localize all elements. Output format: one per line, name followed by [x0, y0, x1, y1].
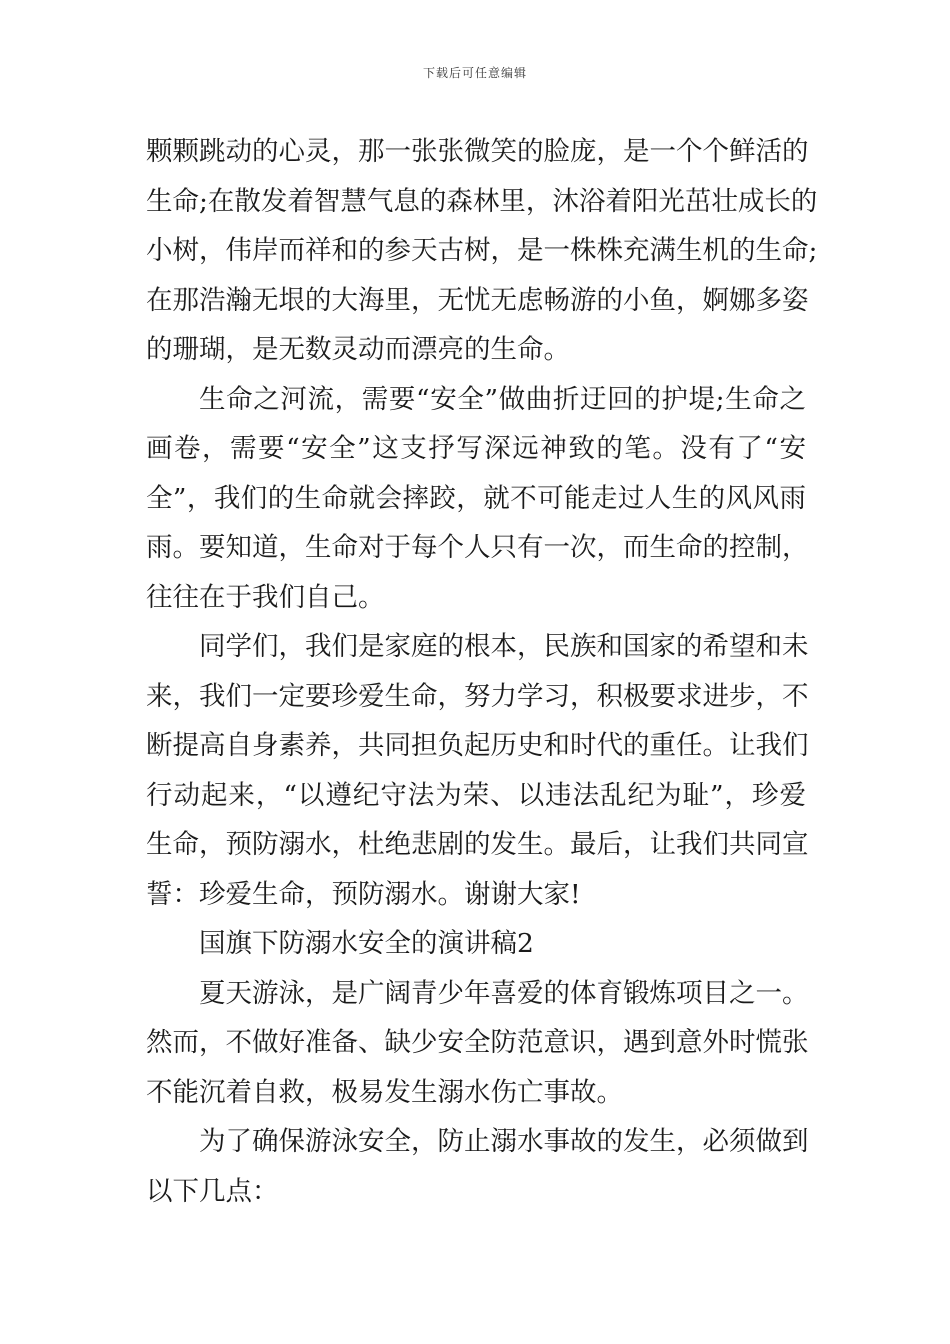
- text-line: 国旗下防溺水安全的演讲稿2: [199, 928, 534, 959]
- text-line: 在那浩瀚无垠的大海里，无忧无虑畅游的小鱼，婀娜多姿: [146, 284, 809, 316]
- text-line: 生命;在散发着智慧气息的森林里，沐浴着阳光茁壮成长的: [146, 185, 818, 217]
- text-line: 全”，我们的生命就会摔跤，就不可能走过人生的风风雨: [146, 482, 806, 514]
- text-line: 行动起来，“以遵纪守法为荣、以违法乱纪为耻”，珍爱: [146, 779, 806, 811]
- text-line: 画卷，需要“安全”这支抒写深远神致的笔。没有了“安: [146, 433, 806, 464]
- text-line: 来，我们一定要珍爱生命，努力学习，积极要求进步，不: [146, 680, 809, 712]
- text-line: 生命之河流，需要“安全”做曲折迂回的护堤;生命之: [199, 383, 806, 415]
- text-line: 不能沉着自救，极易发生溺水伤亡事故。: [146, 1076, 623, 1108]
- text-line: 往往在于我们自己。: [146, 581, 385, 613]
- text-line: 誓：珍爱生命，预防溺水。谢谢大家!: [146, 878, 581, 910]
- text-line: 以下几点：: [146, 1175, 279, 1207]
- page-header: 下载后可任意编辑: [422, 66, 527, 80]
- text-line: 颗颗跳动的心灵，那一张张微笑的脸庞，是一个个鲜活的: [146, 136, 809, 167]
- text-line: 断提高自身素养，共同担负起历史和时代的重任。让我们: [146, 730, 809, 761]
- text-line: 夏天游泳，是广阔青少年喜爱的体育锻炼项目之一。: [199, 977, 809, 1009]
- text-line: 然而，不做好准备、缺少安全防范意识，遇到意外时慌张: [146, 1027, 809, 1058]
- text-line: 小树，伟岸而祥和的参天古树，是一株株充满生机的生命;: [146, 235, 818, 266]
- text-line: 雨。要知道，生命对于每个人只有一次，而生命的控制，: [146, 532, 809, 563]
- document-body: [146, 127, 818, 1216]
- text-line: 为了确保游泳安全，防止溺水事故的发生，必须做到: [199, 1126, 809, 1157]
- text-line: 的珊瑚，是无数灵动而漂亮的生命。: [146, 334, 570, 365]
- text-line: 生命，预防溺水，杜绝悲剧的发生。最后，让我们共同宣: [146, 829, 809, 860]
- text-line: 同学们，我们是家庭的根本，民族和国家的希望和未: [199, 631, 809, 662]
